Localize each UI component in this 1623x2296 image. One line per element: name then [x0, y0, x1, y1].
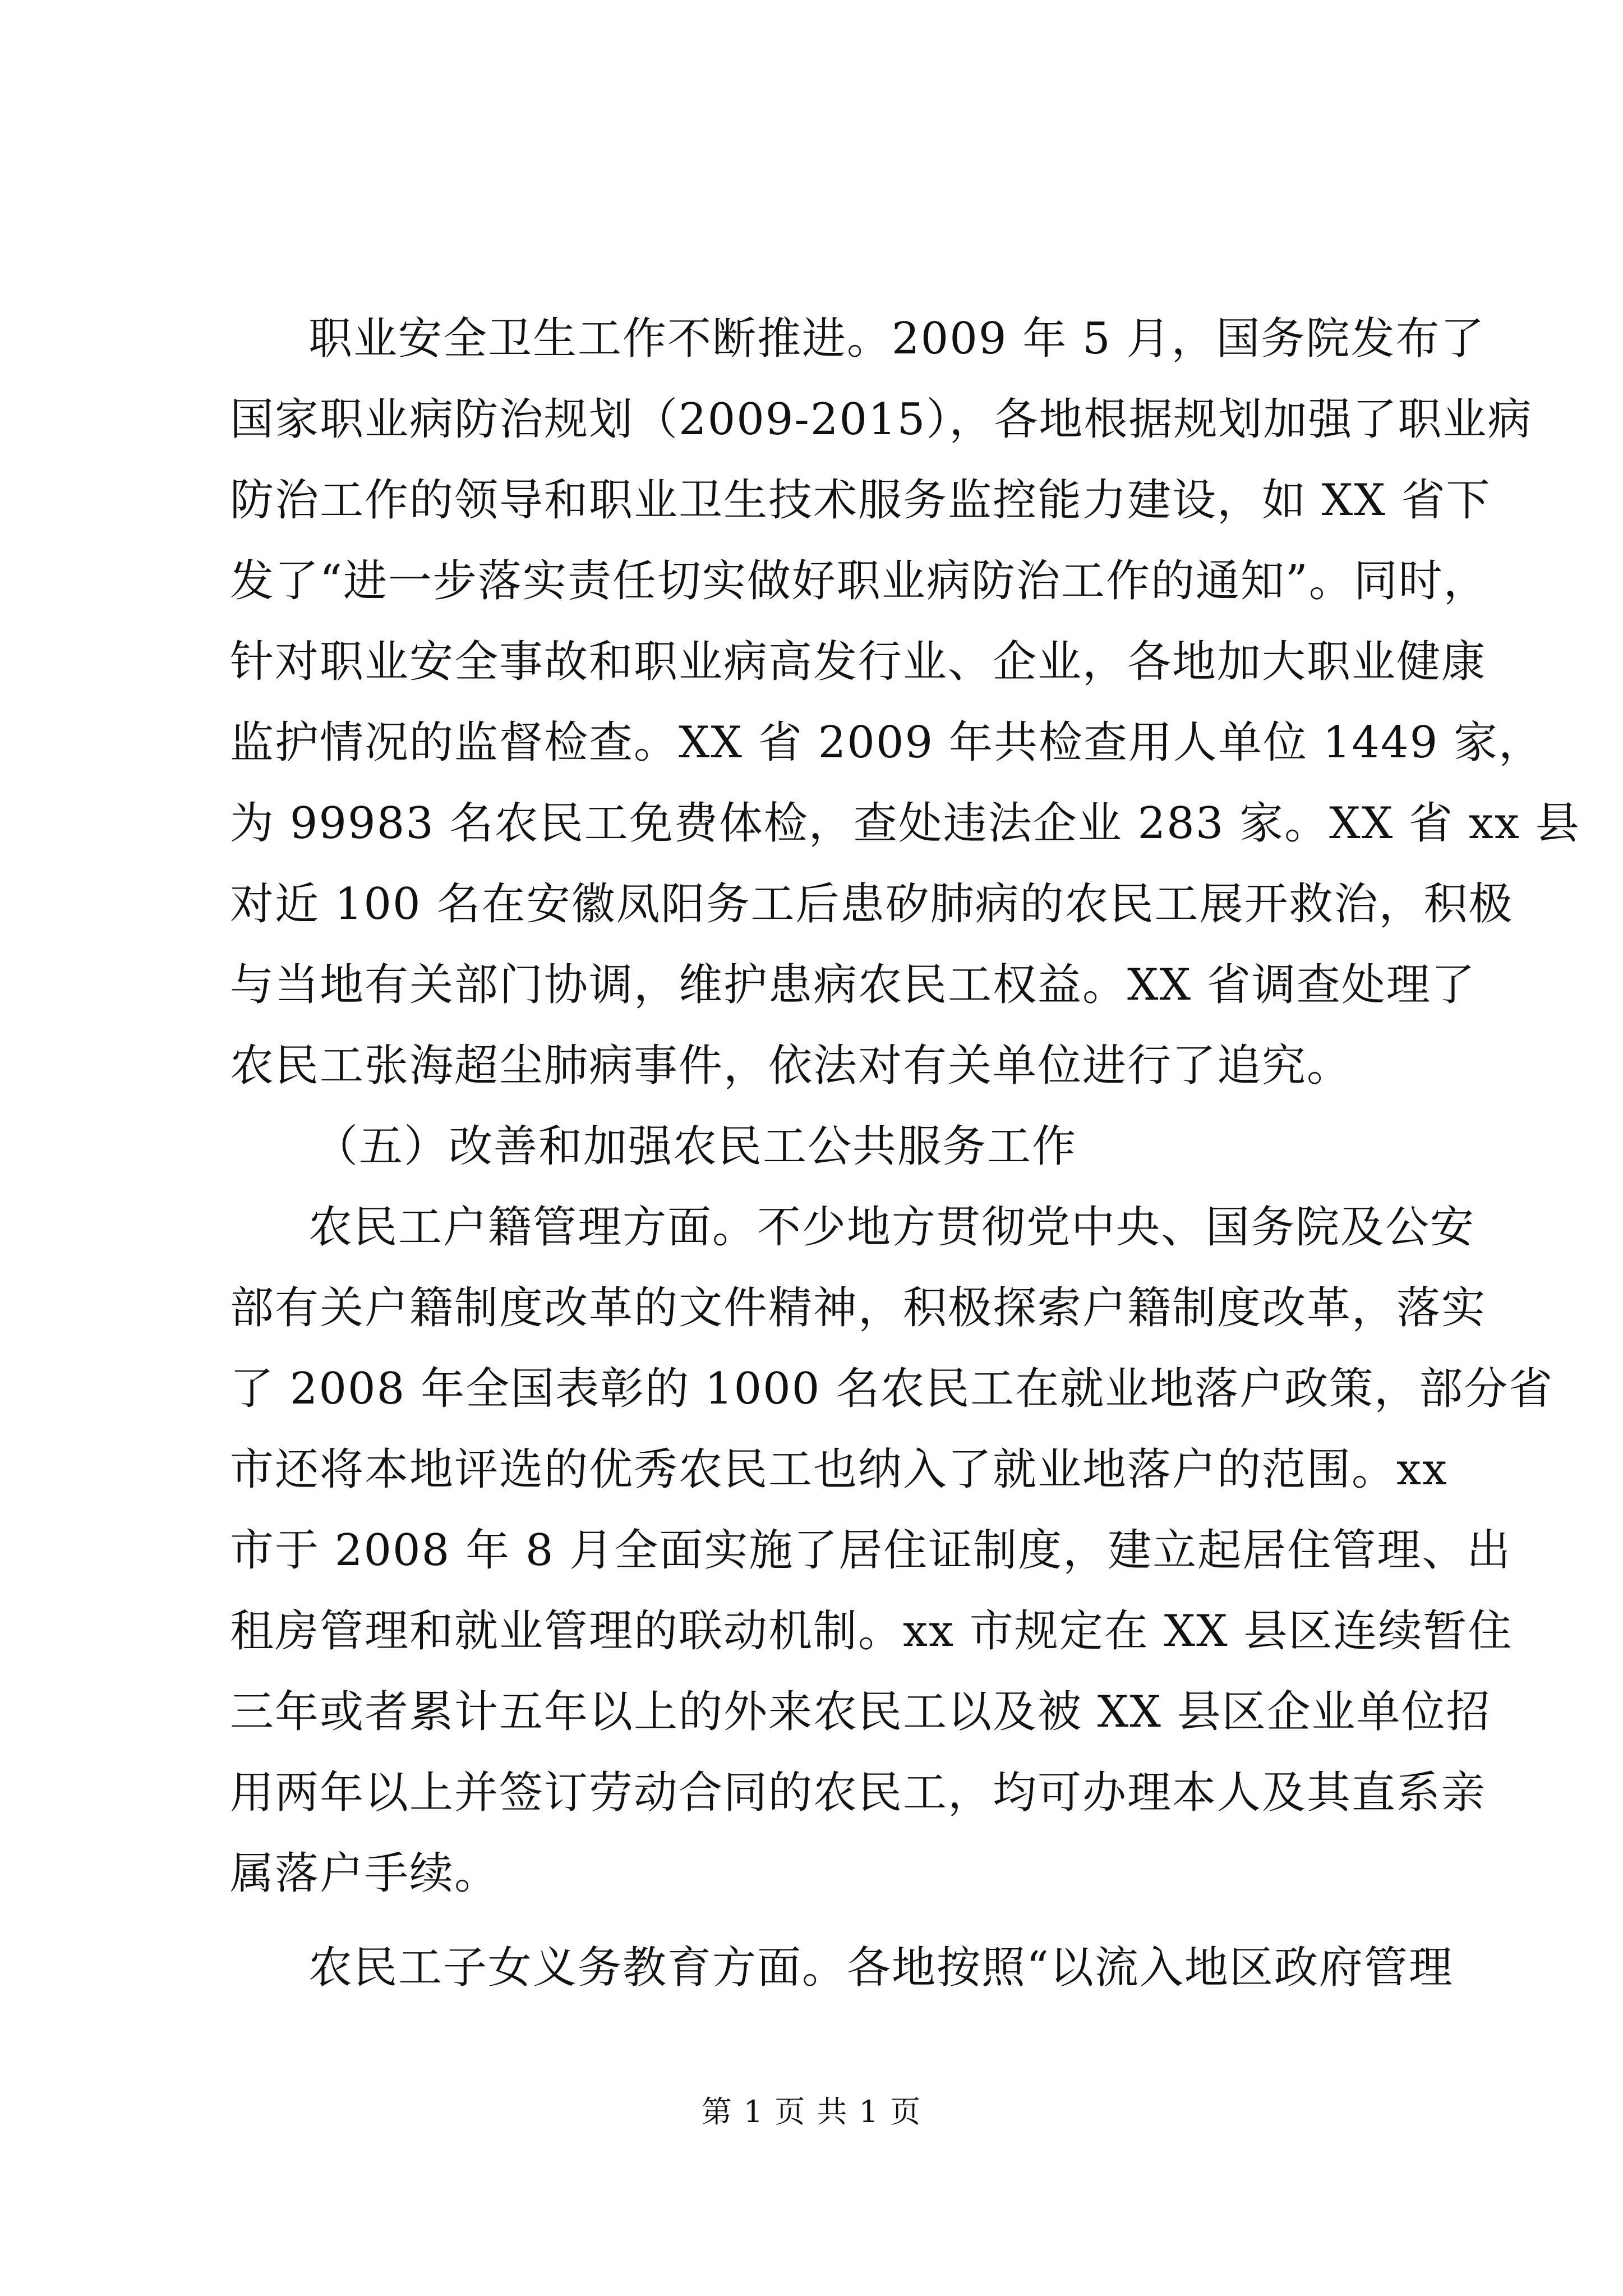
paragraph-1-line-6: 监护情况的监督检查。XX 省 2009 年共检查用人单位 1449 家，	[230, 717, 1544, 768]
paragraph-1-line-7: 为 99983 名农民工免费体检，查处违法企业 283 家。XX 省 xx 县	[230, 798, 1580, 849]
paragraph-2-line-4: 市还将本地评选的优秀农民工也纳入了就业地落户的范围。xx	[230, 1444, 1448, 1495]
paragraph-2-line-7: 三年或者累计五年以上的外来农民工以及被 XX 县区企业单位招	[230, 1687, 1491, 1737]
paragraph-1-line-2: 国家职业病防治规划（2009-2015），各地根据规划加强了职业病	[230, 394, 1533, 445]
paragraph-1-line-4: 发了“进一步落实责任切实做好职业病防治工作的通知”。同时，	[230, 556, 1488, 606]
paragraph-1-line-9: 与当地有关部门协调，维护患病农民工权益。XX 省调查处理了	[230, 960, 1476, 1010]
section-heading: （五）改善和加强农民工公共服务工作	[314, 1121, 1077, 1172]
paragraph-3-line-1: 农民工子女义务教育方面。各地按照“以流入地区政府管理	[308, 1943, 1454, 1993]
paragraph-2-line-3: 了 2008 年全国表彰的 1000 名农民工在就业地落户政策，部分省	[230, 1364, 1554, 1414]
paragraph-2-line-8: 用两年以上并签订劳动合同的农民工，均可办理本人及其直系亲	[230, 1768, 1487, 1818]
paragraph-2-line-6: 租房管理和就业管理的联动机制。xx 市规定在 XX 县区连续暂住	[230, 1606, 1513, 1657]
paragraph-1-line-5: 针对职业安全事故和职业病高发行业、企业，各地加大职业健康	[230, 637, 1487, 687]
paragraph-2-line-5: 市于 2008 年 8 月全面实施了居住证制度，建立起居住管理、出	[230, 1525, 1512, 1576]
paragraph-1-line-3: 防治工作的领导和职业卫生技术服务监控能力建设，如 XX 省下	[230, 475, 1491, 526]
paragraph-2-line-2: 部有关户籍制度改革的文件精神，积极探索户籍制度改革，落实	[230, 1283, 1487, 1333]
paragraph-2-line-9: 属落户手续。	[230, 1848, 500, 1899]
page-number-footer: 第 1 页 共 1 页	[701, 2094, 922, 2129]
paragraph-1-line-8: 对近 100 名在安徽凤阳务工后患矽肺病的农民工展开救治，积极	[230, 879, 1514, 930]
paragraph-2-line-1: 农民工户籍管理方面。不少地方贯彻党中央、国务院及公安	[308, 1202, 1476, 1253]
paragraph-1-line-1: 职业安全卫生工作不断推进。2009 年 5 月，国务院发布了	[308, 314, 1486, 364]
paragraph-1-line-10: 农民工张海超尘肺病事件，依法对有关单位进行了追究。	[230, 1041, 1352, 1091]
